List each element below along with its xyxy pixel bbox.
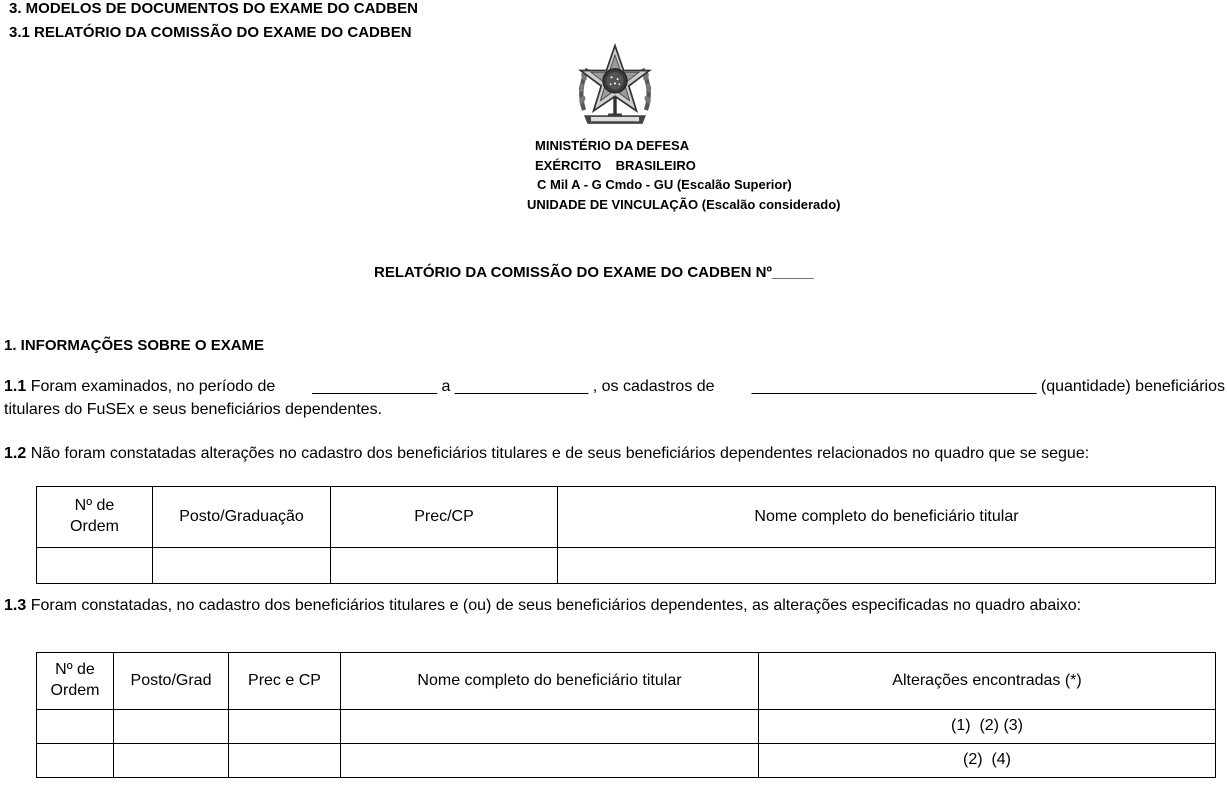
subsection-heading: 3.1 RELATÓRIO DA COMISSÃO DO EXAME DO CADBEN	[9, 24, 412, 41]
col-changes-found: Alterações encontradas (*)	[759, 653, 1216, 710]
col-prec-cp: Prec/CP	[331, 487, 558, 548]
item-1-1-line1	[4, 378, 1225, 396]
table-cell[interactable]	[341, 744, 759, 778]
table-cell[interactable]	[37, 710, 114, 744]
header-command: C Mil A - G Cmdo - GU (Escalão Superior)	[537, 177, 792, 192]
item-1-1-seg2: ______________ a _______________ , os cadastros de	[312, 378, 715, 395]
table-header-row	[37, 653, 1216, 710]
section-heading: 3. MODELOS DE DOCUMENTOS DO EXAME DO CADBEN	[9, 0, 418, 17]
item-1-2	[4, 445, 1089, 463]
table-header-row	[37, 487, 1216, 548]
item-1-2-text: Não foram constatadas alterações no cadastro dos beneficiários titulares e de seus beneficiários dependentes relacionados no quadro que se segue:	[30, 445, 1090, 462]
section1-title: 1. INFORMAÇÕES SOBRE O EXAME	[4, 337, 265, 354]
table-row	[37, 710, 1216, 744]
table-cell[interactable]	[341, 710, 759, 744]
header-ministry: MINISTÉRIO DA DEFESA	[535, 138, 690, 153]
col-full-name: Nome completo do beneficiário titular	[558, 487, 1216, 548]
item-1-1-seg1: Foram examinados, no período de	[30, 378, 276, 395]
table-cell[interactable]	[229, 744, 341, 778]
col-prec-cp: Prec e CP	[229, 653, 341, 710]
table-cell[interactable]	[331, 548, 558, 584]
changes-cell[interactable]: (1) (2) (3)	[759, 710, 1216, 744]
table-row	[37, 548, 1216, 584]
header-unit: UNIDADE DE VINCULAÇÃO (Escalão considerado)	[527, 197, 841, 212]
table-cell[interactable]	[37, 548, 153, 584]
item-1-1-seg3: ________________________________ (quantidade) beneficiários	[751, 378, 1225, 395]
unchanged-records-table	[36, 486, 1216, 584]
table-cell[interactable]	[37, 744, 114, 778]
table-cell[interactable]	[558, 548, 1216, 584]
table-row	[37, 744, 1216, 778]
table-cell[interactable]	[114, 744, 229, 778]
col-full-name: Nome completo do beneficiário titular	[341, 653, 759, 710]
header-army: EXÉRCITO BRASILEIRO	[535, 158, 696, 173]
item-1-3-number: 1.3	[4, 597, 27, 614]
item-1-1-line2: titulares do FuSEx e seus beneficiários dependentes.	[4, 401, 383, 418]
changes-cell[interactable]: (2) (4)	[759, 744, 1216, 778]
col-rank: Posto/Graduação	[153, 487, 331, 548]
item-1-1-number: 1.1	[4, 378, 27, 395]
table-cell[interactable]	[153, 548, 331, 584]
brazil-coat-of-arms-icon	[572, 43, 658, 129]
table-cell[interactable]	[114, 710, 229, 744]
changes-table	[36, 652, 1216, 778]
item-1-3	[4, 597, 1081, 615]
report-title: RELATÓRIO DA COMISSÃO DO EXAME DO CADBEN Nº_____	[374, 264, 814, 281]
col-order-number: Nº de Ordem	[37, 487, 153, 548]
col-order-number: Nº de Ordem	[37, 653, 114, 710]
table-cell[interactable]	[229, 710, 341, 744]
col-rank: Posto/Grad	[114, 653, 229, 710]
item-1-2-number: 1.2	[4, 445, 27, 462]
item-1-3-text: Foram constatadas, no cadastro dos beneficiários titulares e (ou) de seus beneficiários dependentes, as alterações especificadas no quadro abaixo:	[30, 597, 1082, 614]
